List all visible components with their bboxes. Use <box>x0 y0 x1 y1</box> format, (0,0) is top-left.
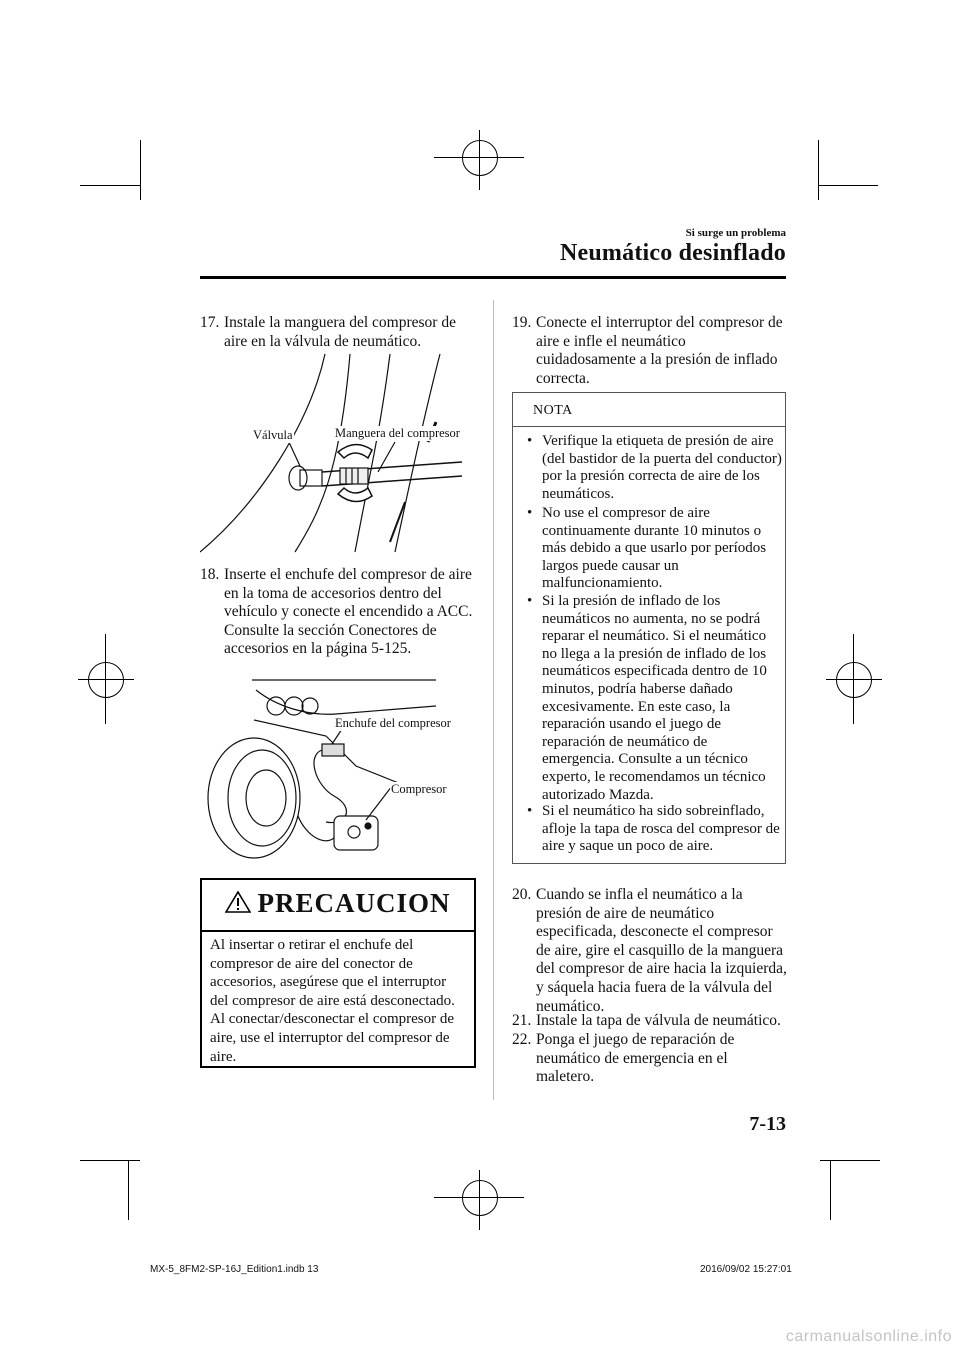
label-compressor-hose: Manguera del compresor <box>335 426 460 440</box>
precaution-heading <box>202 888 474 919</box>
label-compressor-plug: Enchufe del compresor <box>335 716 451 730</box>
precaution-rule <box>202 930 474 932</box>
note-item-text: Si el neumático ha sido sobreinflado, afloje la tapa de rosca del compresor de aire y saque un poco de aire. <box>542 803 780 855</box>
step-text: Instale la tapa de válvula de neumático. <box>536 1012 781 1029</box>
label-compressor: Compresor <box>391 782 447 796</box>
precaution-box <box>200 878 476 1068</box>
figure-plug-compressor <box>206 676 476 866</box>
step-number: 18. <box>200 566 220 583</box>
bullet: • <box>527 803 533 819</box>
step-text: Conecte el interruptor del compresor de aire e infle el neumático cuidadosamente a la presión de inflado correcta. <box>536 314 783 387</box>
footer-file: MX-5_8FM2-SP-16J_Edition1.indb 13 <box>150 1264 319 1275</box>
note-item <box>527 433 783 503</box>
warning-triangle-icon <box>225 891 251 913</box>
step-18 <box>200 566 476 659</box>
watermark: carmanualsonline.info <box>785 1328 952 1345</box>
figure-valve-hose <box>200 352 476 562</box>
note-rule <box>513 426 785 427</box>
note-item <box>527 803 783 856</box>
bullet: • <box>527 593 533 609</box>
note-title: NOTA <box>533 403 573 418</box>
footer-timestamp: 2016/09/02 15:27:01 <box>700 1264 792 1275</box>
precaution-body: Al insertar o retirar el enchufe del compresor de aire del conector de accesorios, asegúrese que el interruptor del compresor de aire está desconectado. Al conectar/desconectar el compresor de aire, use el interruptor del compresor de aire. <box>210 937 455 1065</box>
bullet: • <box>527 433 533 449</box>
plug-compressor-illustration <box>206 676 476 866</box>
step-22 <box>512 1031 788 1087</box>
note-item <box>527 593 783 804</box>
page-number: 7-13 <box>749 1113 786 1135</box>
bullet: • <box>527 505 533 521</box>
note-item-text: Verifique la etiqueta de presión de aire (del bastidor de la puerta del conductor) por la presión correcta de aire de los neumáticos. <box>542 433 782 502</box>
step-21 <box>512 1012 788 1031</box>
step-text: Cuando se infla el neumático a la presión de aire de neumático especificada, desconecte el compresor de aire, gire el casquillo de la manguera del compresor de aire hacia la izquierda, y sáquela hacia fuera de la válvula del neumático. <box>536 886 787 1015</box>
note-item <box>527 505 783 593</box>
step-number: 17. <box>200 314 220 331</box>
step-number: 21. <box>512 1012 532 1029</box>
step-20 <box>512 886 788 1016</box>
valve-hose-illustration <box>200 352 476 562</box>
label-valve: Válvula <box>253 428 293 442</box>
step-text: Instale la manguera del compresor de aire en la válvula de neumático. <box>224 314 456 350</box>
step-text: Ponga el juego de reparación de neumático de emergencia en el maletero. <box>536 1031 735 1086</box>
step-19 <box>512 314 786 388</box>
step-17 <box>200 314 470 351</box>
note-box <box>512 392 786 864</box>
step-text-reference: Consulte la sección Conectores de accesorios en la página 5-125. <box>224 621 437 658</box>
section-subtitle: Si surge un problema <box>685 227 786 239</box>
note-item-text: No use el compresor de aire continuamente durante 10 minutos o más debido a que usarlo por períodos largos puede causar un malfuncionamiento. <box>542 505 767 592</box>
step-text: Inserte el enchufe del compresor de aire en la toma de accesorios dentro del vehículo y conecte el encendido a ACC. <box>224 566 473 621</box>
step-number: 19. <box>512 314 532 331</box>
precaution-title: PRECAUCION <box>257 888 451 918</box>
section-title: Neumático desinflado <box>560 240 786 266</box>
header-rule <box>200 276 786 279</box>
step-number: 20. <box>512 886 532 903</box>
step-number: 22. <box>512 1031 532 1048</box>
note-item-text: Si la presión de inflado de los neumáticos no aumenta, no se podrá reparar el neumático. Si el neumático no llega a la presión de inflado de los neumáticos especificada dentro de 10 minutos, podría haberse dañado excesivamente. En este caso, la reparación usando el juego de reparación de neumático de emergencia. Consulte a un técnico experto, le recomendamos un técnico autorizado Mazda. <box>542 593 767 803</box>
